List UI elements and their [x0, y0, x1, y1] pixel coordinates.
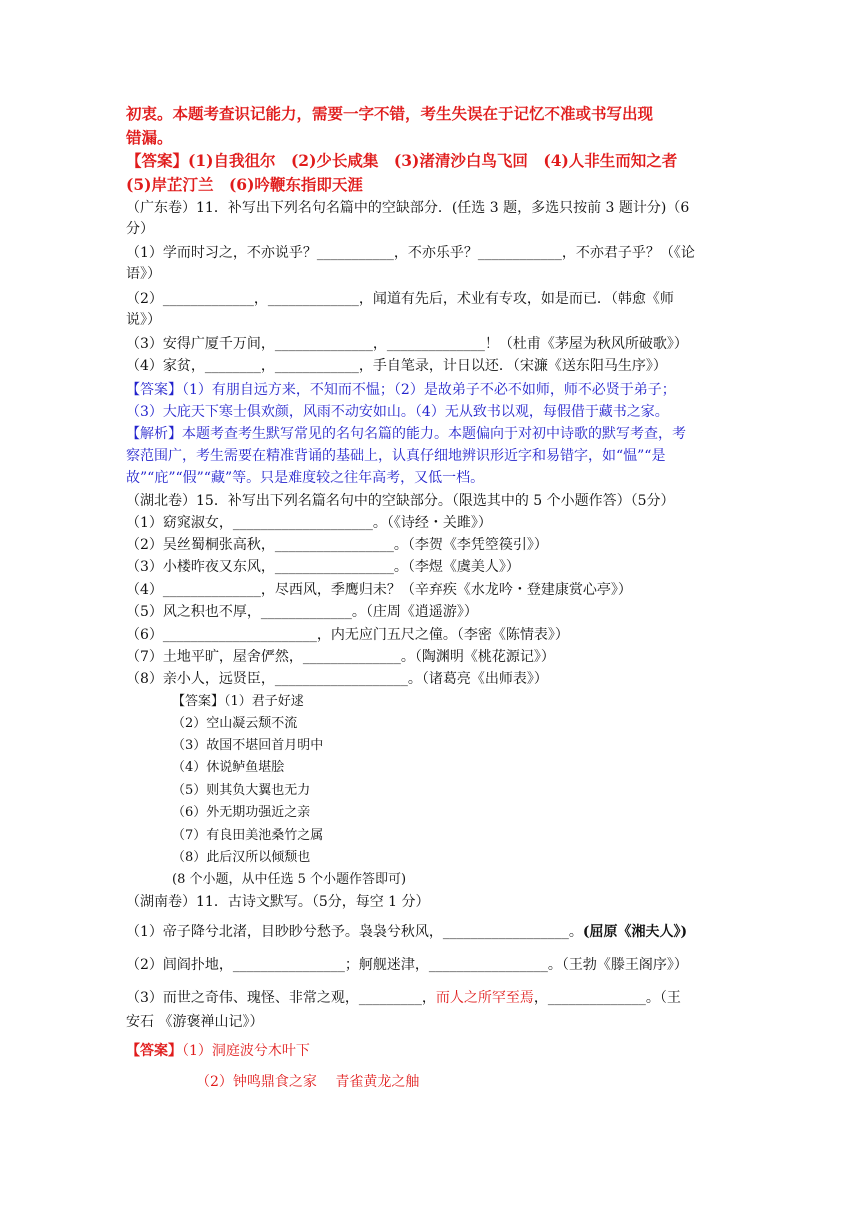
hubei-answer-5: （5）则其负大翼也无力	[172, 783, 311, 798]
guangdong-explain-3: 故”“庇”“假”“藏”等。只是难度较之往年高考，又低一档。	[126, 470, 485, 486]
hubei-item-6: （6）______________________，内无应门五尺之僮。（李密《陈情表》）	[126, 627, 569, 643]
hubei-item-7: （7）土地平旷，屋舍俨然，______________。（陶渊明《桃花源记》）	[126, 649, 555, 665]
hubei-answer-4: （4）休说鲈鱼堪脍	[172, 760, 285, 775]
hunan-item-3	[126, 988, 681, 1008]
guangdong-explain-1: 【解析】本题考查考生默写常见的名句名篇的能力。本题偏向于对初中诗歌的默写考查，考	[126, 426, 686, 442]
hubei-item-5: （5）风之积也不厚，_____________。（庄周《逍遥游》）	[126, 604, 478, 620]
guangdong-item-2-cont: 说》）	[126, 312, 161, 328]
hubei-item-2: （2）吴丝蜀桐张高秋，_________________。（李贺《李凭箜篌引》）	[126, 537, 548, 553]
hubei-answer-2: （2）空山凝云颓不流	[172, 716, 298, 731]
hubei-answer-7: （7）有良田美池桑竹之属	[172, 828, 324, 843]
hubei-item-8: （8）亲小人，远贤臣，___________________。（诸葛亮《出师表》）	[126, 671, 548, 687]
hunan-answer-1	[126, 1041, 310, 1061]
hunan-item-3-a: （3）而世之奇伟、瑰怪、非常之观，_________，	[126, 990, 436, 1006]
hubei-answer-3: （3）故国不堪回首月明中	[172, 738, 324, 753]
intro-line-2: 错漏。	[126, 128, 173, 147]
hunan-item-1-text: （1）帝子降兮北渚，目眇眇兮愁予。袅袅兮秋风，__________________。	[126, 924, 583, 940]
hunan-item-3-c: ，______________。（王	[533, 990, 681, 1006]
guangdong-item-4: （4）家贫，________，____________，手自笔录，计日以还．（宋濂《送东阳马生序》）	[126, 358, 667, 374]
hubei-answer-8: （8）此后汉所以倾颓也	[172, 850, 311, 865]
hubei-item-3: （3）小楼昨夜又东风，_________________。（李煜《虞美人》）	[126, 559, 520, 575]
intro-answer-1: 【答案】(1)自我徂尔 (2)少长咸集 (3)渚清沙白鸟飞回 (4)人非生而知之者	[126, 151, 678, 170]
hunan-item-1-source: (屈原《湘夫人》)	[582, 924, 688, 940]
hunan-item-3-b: 而人之所罕至焉	[435, 990, 534, 1006]
guangdong-answer-1: 【答案】（1）有朋自远方来，不知而不愠；（2）是故弟子不必不如师，师不必贤于弟子；	[126, 382, 676, 398]
hubei-question: （湖北卷）15．补写出下列名篇名句中的空缺部分。（限选其中的 5 个小题作答）（5分）	[126, 493, 675, 509]
hubei-answer-6: （6）外无期功强近之亲	[172, 805, 311, 820]
hubei-answer-note: (8 个小题，从中任选 5 个小题作答即可)	[172, 872, 407, 887]
hubei-answer-1: 【答案】（1）君子好逑	[172, 694, 304, 709]
intro-answer-2: (5)岸芷汀兰 (6)吟鞭东指即天涯	[126, 175, 363, 194]
hubei-item-1: （1）窈窕淑女，____________________。（《诗经・关雎》）	[126, 515, 492, 531]
guangdong-question: （广东卷）11．补写出下列名句名篇中的空缺部分．(任选 3 题，多选只按前 3 题计分)（6	[126, 200, 690, 216]
guangdong-item-2: （2）_____________，_____________，闻道有先后，术业有专攻，如是而已．（韩愈《师	[126, 291, 674, 307]
guangdong-item-1: （1）学而时习之，不亦说乎？___________，不亦乐乎？____________，不亦君子乎？（《论	[126, 245, 695, 261]
guangdong-answer-2: （3）大庇天下寒士俱欢颜，风雨不动安如山。（4）无从致书以观，每假借于藏书之家。	[126, 404, 669, 420]
hunan-item-1	[126, 922, 687, 942]
guangdong-question-cont: 分）	[126, 221, 154, 237]
hunan-item-2: （2）闾阎扑地，________________；舸舰迷津，_________________。（王勃《滕王阁序》）	[126, 957, 688, 973]
guangdong-item-3: （3）安得广厦千万间，______________，______________！（杜甫《茅屋为秋风所破歌》）	[126, 336, 688, 352]
hunan-item-3-cont: 安石 《游褒禅山记》）	[126, 1014, 264, 1030]
guangdong-item-1-cont: 语》）	[126, 266, 161, 282]
hunan-answer-1-text: （1）洞庭波兮木叶下	[182, 1043, 310, 1059]
guangdong-explain-2: 察范围广，考生需要在精准背诵的基础上，认真仔细地辨识形近字和易错字，如“愠”“是	[126, 448, 666, 464]
hunan-answer-2: （2）钟鸣鼎食之家 青雀黄龙之舳	[196, 1074, 420, 1090]
hunan-question: （湖南卷）11．古诗文默写。（5分，每空 1 分）	[126, 894, 430, 910]
intro-line-1: 初衷。本题考查识记能力，需要一字不错，考生失误在于记忆不准或书写出现	[126, 104, 654, 123]
hubei-item-4: （4）______________，尽西风，季鹰归未？（辛弃疾《水龙吟・登建康赏心亭》）	[126, 582, 632, 598]
hunan-answer-label: 【答案】	[126, 1043, 182, 1059]
